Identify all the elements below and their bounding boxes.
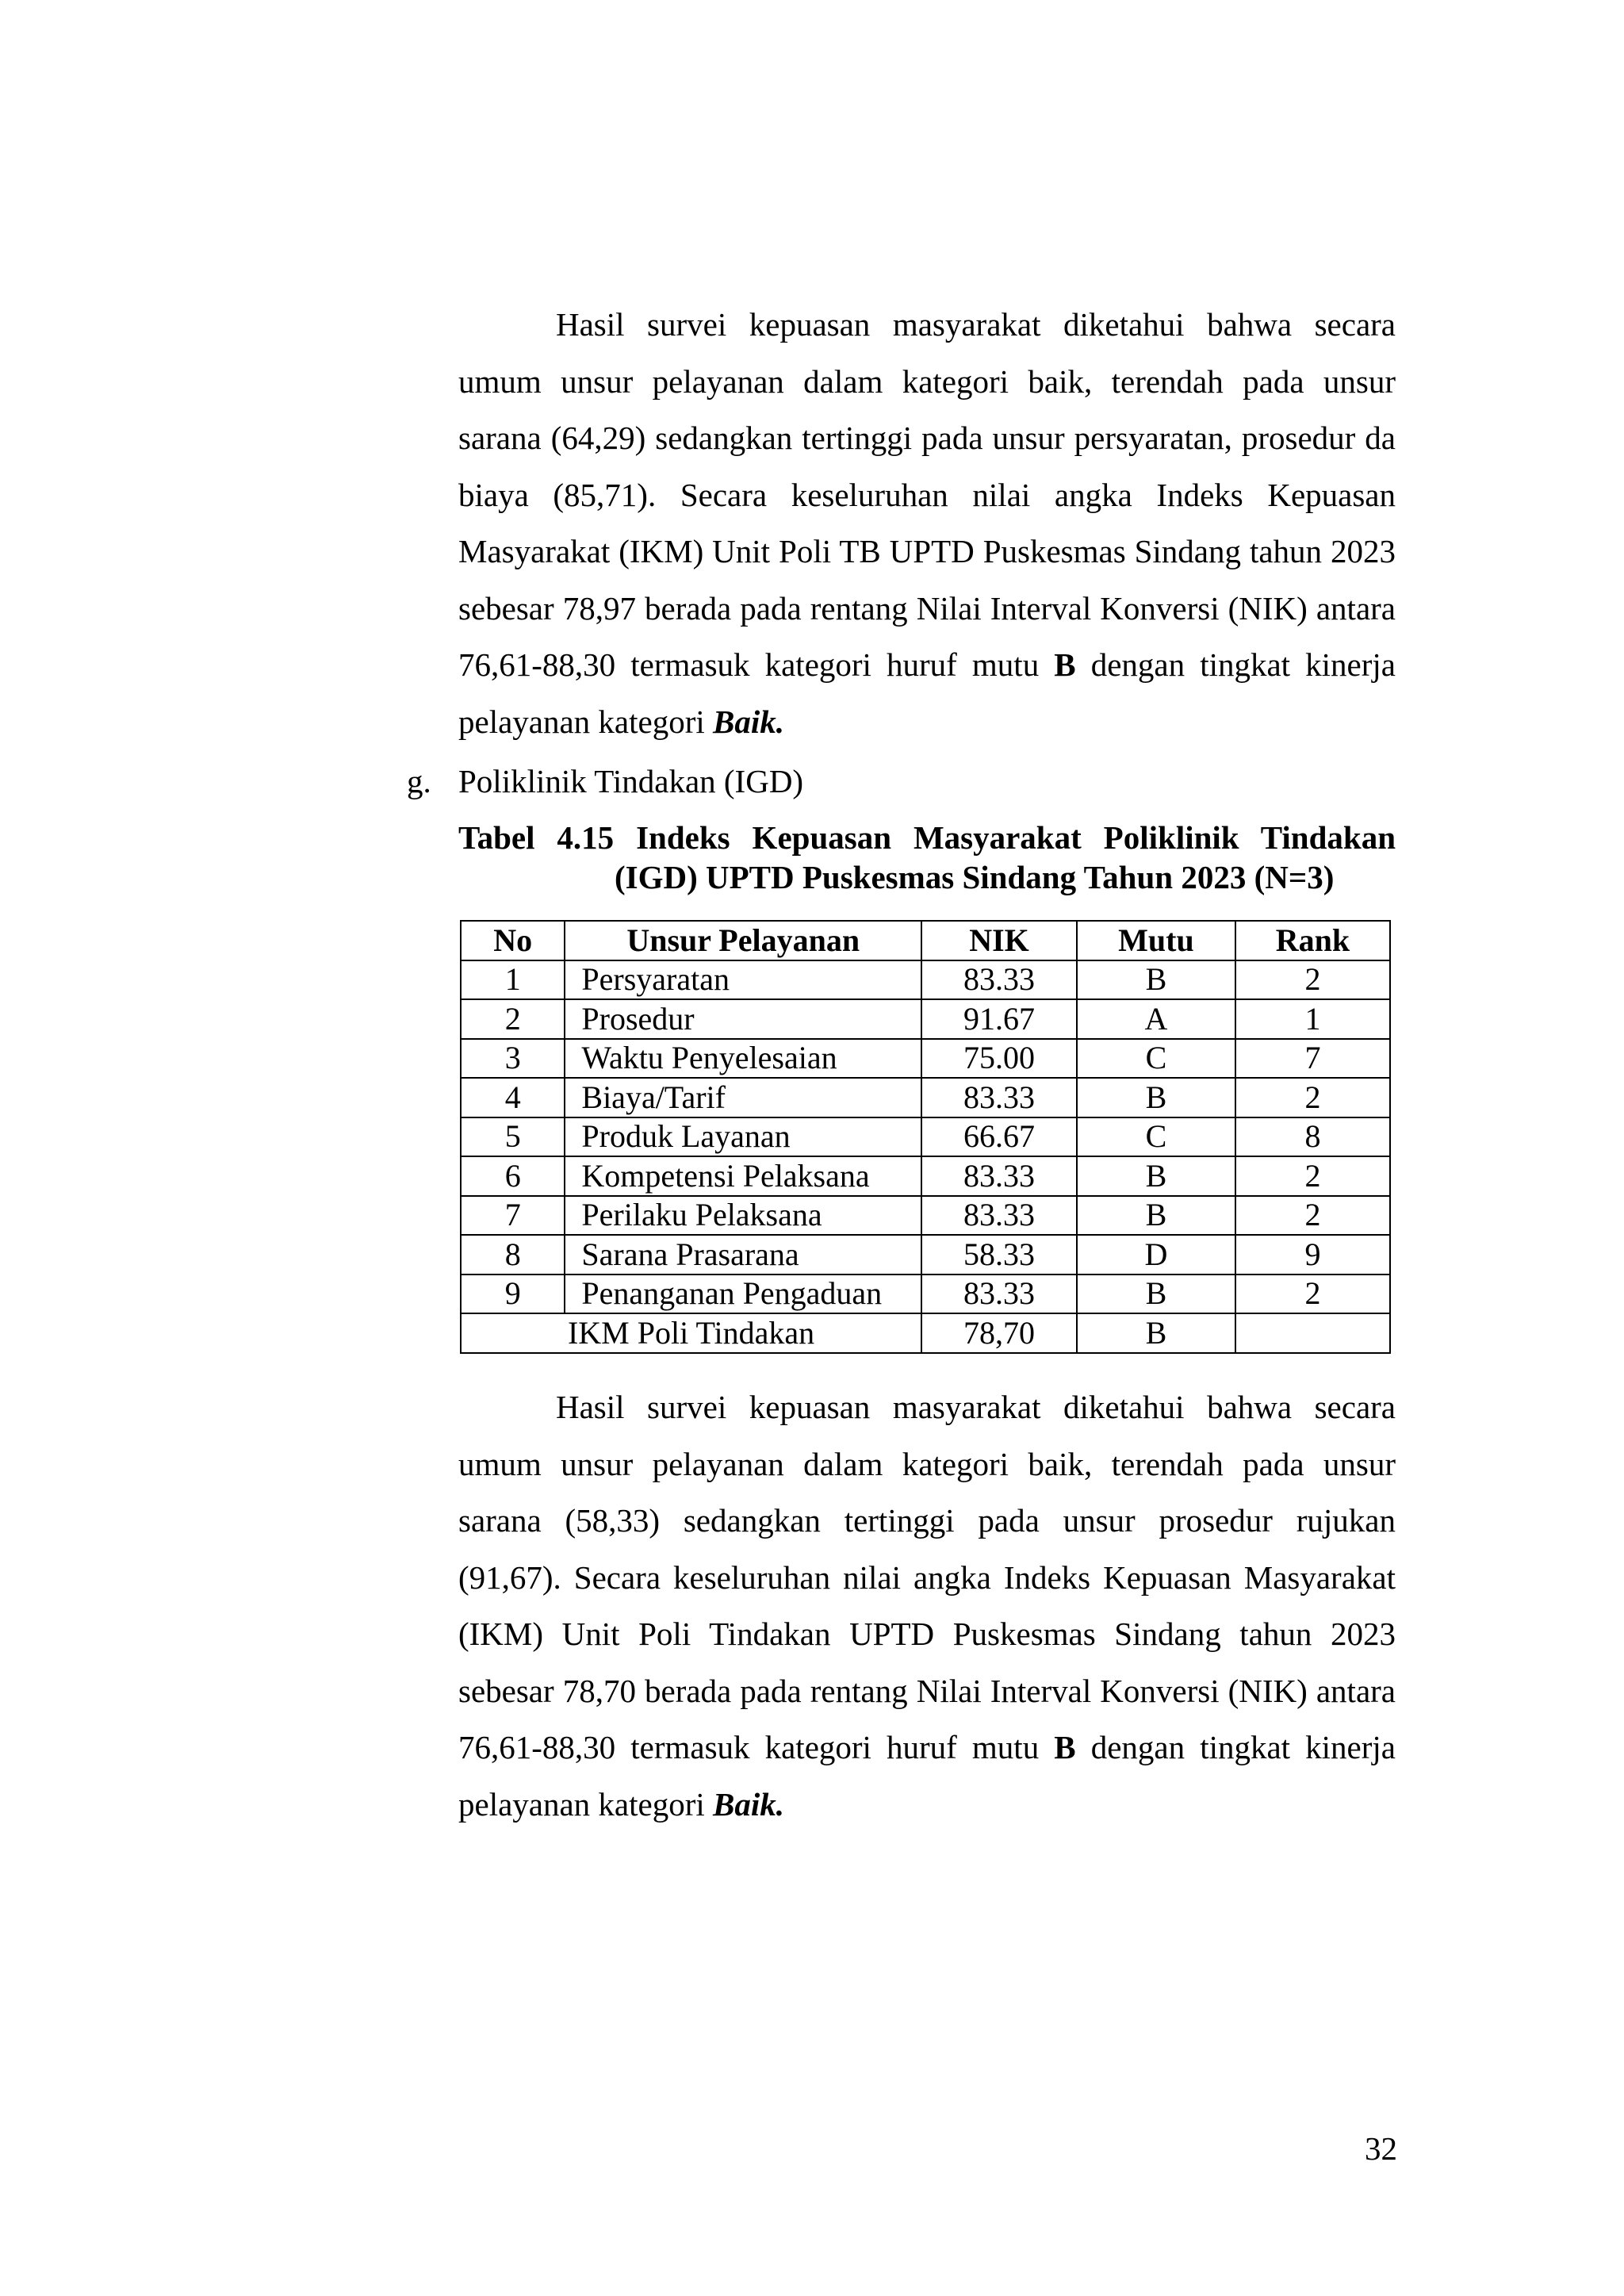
header-mutu: Mutu — [1077, 921, 1235, 960]
cell-unsur: Penanganan Pengaduan — [565, 1274, 921, 1314]
cell-mutu: B — [1077, 1078, 1235, 1117]
table-row — [461, 1274, 1390, 1314]
table-row — [461, 1039, 1390, 1079]
table-caption — [458, 818, 1396, 897]
header-nik: NIK — [921, 921, 1077, 960]
section-list-item — [407, 753, 803, 811]
cell-nik: 58.33 — [921, 1235, 1077, 1274]
cell-no: 5 — [461, 1117, 565, 1157]
cell-mutu: C — [1077, 1117, 1235, 1157]
cell-unsur: Biaya/Tarif — [565, 1078, 921, 1117]
cell-rank: 2 — [1235, 1274, 1390, 1314]
cell-no: 3 — [461, 1039, 565, 1079]
summary-rank — [1235, 1313, 1390, 1353]
header-no: No — [461, 921, 565, 960]
cell-mutu: C — [1077, 1039, 1235, 1079]
summary-label: IKM Poli Tindakan — [461, 1313, 921, 1353]
paragraph-text-continued: dengan tingkat kinerja pelayanan kategori — [458, 646, 1396, 740]
cell-nik: 83.33 — [921, 960, 1077, 1000]
table-row — [461, 1196, 1390, 1236]
header-unsur-pelayanan: Unsur Pelayanan — [565, 921, 921, 960]
cell-unsur: Prosedur — [565, 999, 921, 1039]
cell-mutu: B — [1077, 1274, 1235, 1314]
cell-mutu: B — [1077, 1156, 1235, 1196]
cell-nik: 75.00 — [921, 1039, 1077, 1079]
cell-nik: 83.33 — [921, 1274, 1077, 1314]
cell-rank: 1 — [1235, 999, 1390, 1039]
cell-mutu: A — [1077, 999, 1235, 1039]
performance-category: Baik. — [713, 703, 785, 740]
cell-no: 7 — [461, 1196, 565, 1236]
cell-mutu: B — [1077, 1196, 1235, 1236]
cell-unsur: Produk Layanan — [565, 1117, 921, 1157]
table-row — [461, 960, 1390, 1000]
grade-letter: B — [1054, 646, 1076, 683]
paragraph-text-continued: dengan tingkat kinerja pelayanan kategori — [458, 1729, 1396, 1823]
cell-nik: 83.33 — [921, 1156, 1077, 1196]
table-header-row — [461, 921, 1390, 960]
cell-unsur: Persyaratan — [565, 960, 921, 1000]
cell-rank: 2 — [1235, 1156, 1390, 1196]
paragraph-text: Hasil survei kepuasan masyarakat diketahui bahwa secara umum unsur pelayanan dalam kategori baik, terendah pada unsur sarana (58,33) sedangkan tertinggi pada unsur prosedur rujukan (91,67). Secara keseluruhan nilai angka Indeks Kepuasan Masyarakat (IKM) Unit Poli Tindakan UPTD Puskesmas Sindang tahun 2023 sebesar 78,70 berada pada rentang Nilai Interval Konversi (NIK) antara 76,61-88,30 termasuk kategori huruf mutu — [458, 1389, 1396, 1765]
paragraph-poli-tb-summary — [458, 297, 1396, 750]
cell-rank: 8 — [1235, 1117, 1390, 1157]
paragraph-poli-tindakan-summary — [458, 1379, 1396, 1833]
cell-mutu: D — [1077, 1235, 1235, 1274]
ikm-table — [460, 920, 1391, 1354]
cell-unsur: Waktu Penyelesaian — [565, 1039, 921, 1079]
cell-unsur: Kompetensi Pelaksana — [565, 1156, 921, 1196]
cell-no: 1 — [461, 960, 565, 1000]
cell-no: 2 — [461, 999, 565, 1039]
paragraph-text: Hasil survei kepuasan masyarakat diketahui bahwa secara umum unsur pelayanan dalam kategori baik, terendah pada unsur sarana (64,29) sedangkan tertinggi pada unsur persyaratan, prosedur da biaya (85,71). Secara keseluruhan nilai angka Indeks Kepuasan Masyarakat (IKM) Unit Poli TB UPTD Puskesmas Sindang tahun 2023 sebesar 78,97 berada pada rentang Nilai Interval Konversi (NIK) antara 76,61-88,30 termasuk kategori huruf mutu — [458, 306, 1396, 683]
page-number: 32 — [1365, 2130, 1397, 2167]
cell-rank: 2 — [1235, 1196, 1390, 1236]
table-caption-line-1: Tabel 4.15 Indeks Kepuasan Masyarakat Poliklinik Tindakan — [458, 819, 1396, 856]
cell-no: 4 — [461, 1078, 565, 1117]
list-item-label: Poliklinik Tindakan (IGD) — [458, 763, 804, 799]
cell-mutu: B — [1077, 960, 1235, 1000]
grade-letter: B — [1054, 1729, 1076, 1765]
summary-nik: 78,70 — [921, 1313, 1077, 1353]
table-summary-row — [461, 1313, 1390, 1353]
table-caption-line-2: (IGD) UPTD Puskesmas Sindang Tahun 2023 (N=3) — [615, 859, 1335, 895]
cell-nik: 91.67 — [921, 999, 1077, 1039]
performance-category: Baik. — [713, 1785, 785, 1823]
cell-no: 9 — [461, 1274, 565, 1314]
cell-nik: 83.33 — [921, 1196, 1077, 1236]
cell-nik: 66.67 — [921, 1117, 1077, 1157]
cell-rank: 7 — [1235, 1039, 1390, 1079]
cell-nik: 83.33 — [921, 1078, 1077, 1117]
cell-unsur: Perilaku Pelaksana — [565, 1196, 921, 1236]
table-row — [461, 1117, 1390, 1157]
table-row — [461, 1235, 1390, 1274]
list-marker: g. — [407, 763, 431, 799]
summary-mutu: B — [1077, 1313, 1235, 1353]
table-row — [461, 1078, 1390, 1117]
cell-rank: 2 — [1235, 1078, 1390, 1117]
table-row — [461, 1156, 1390, 1196]
cell-unsur: Sarana Prasarana — [565, 1235, 921, 1274]
table-row — [461, 999, 1390, 1039]
header-rank: Rank — [1235, 921, 1390, 960]
cell-rank: 9 — [1235, 1235, 1390, 1274]
cell-no: 8 — [461, 1235, 565, 1274]
cell-rank: 2 — [1235, 960, 1390, 1000]
cell-no: 6 — [461, 1156, 565, 1196]
